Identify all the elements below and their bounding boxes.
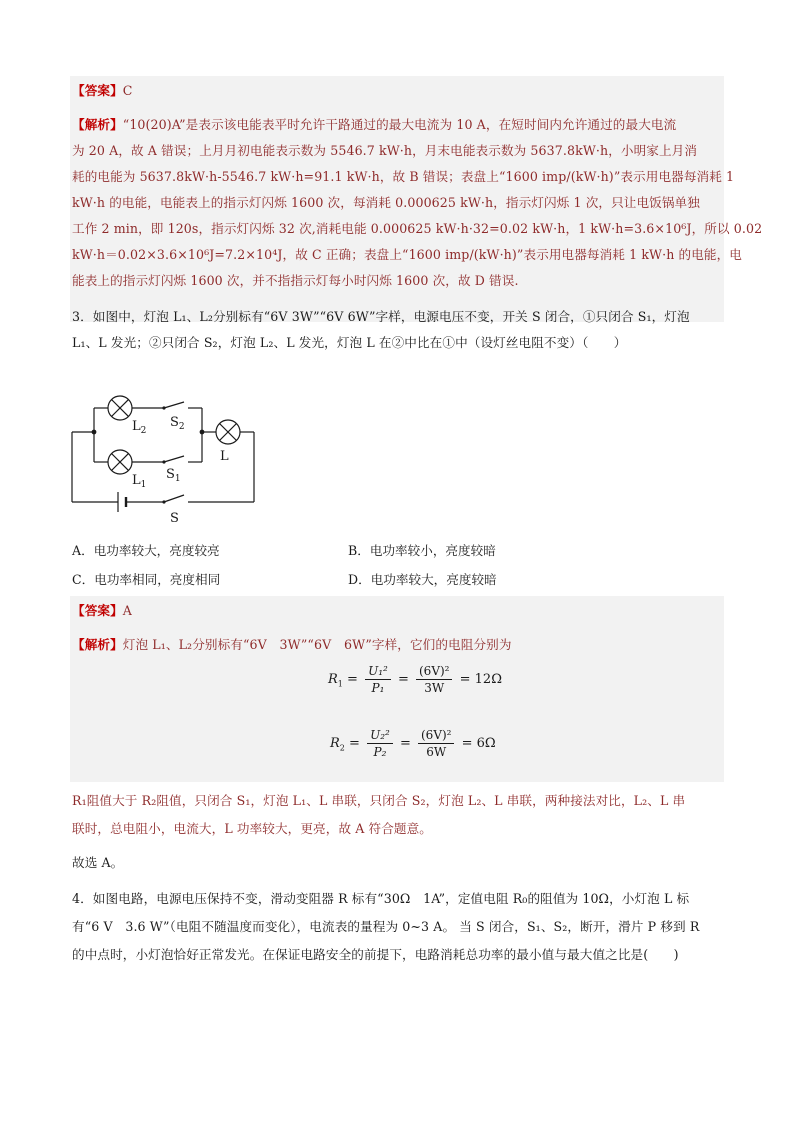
q2-analysis-line-6: kW·h＝0.02×3.6×10⁶J=7.2×10⁴J，故 C 正确；表盘上“1600 imp/(kW·h)”表示用电器每消耗 1 kW·h 的电能，电 xyxy=(72,247,742,262)
q2-analysis-line-7: 能表上的指示灯闪烁 1600 次，并不指指示灯每小时闪烁 1600 次，故 D 错误. xyxy=(72,273,519,288)
q4-stem-line-1: 4．如图电路，电源电压保持不变，滑动变阻器 R 标有“30Ω 1A”，定值电阻 R₀的阻值为 10Ω，小灯泡 L 标 xyxy=(72,891,690,906)
q3-option-b[interactable]: B．电功率较小，亮度较暗 xyxy=(348,543,496,558)
q4-stem-line-3: 的中点时，小灯泡恰好正常发光。在保证电路安全的前提下，电路消耗总功率的最小值与最大值之比是( ) xyxy=(72,947,679,962)
q3-stem-line-2: L₁、L 发光；②只闭合 S₂，灯泡 L₂、L 发光，灯泡 L 在②中比在①中（设灯丝电阻不变）（ ） xyxy=(72,335,627,350)
analysis-tag: 【解析】 xyxy=(72,117,123,132)
q3-circuit-diagram xyxy=(66,370,266,530)
q3-conclusion-line-2: 联时，总电阻小，电流大，L 功率较大，更亮，故 A 符合题意。 xyxy=(72,821,433,836)
answer-value: C xyxy=(122,83,133,98)
label-s2: $S_2$ xyxy=(170,415,185,432)
q4-stem-line-2: 有“6 V 3.6 W”（电阻不随温度而变化），电流表的量程为 0~3 A。 当 S 闭合，S₁、S₂，断开，滑片 P 移到 R xyxy=(72,919,700,934)
q3-conclusion-line-1: R₁阻值大于 R₂阻值，只闭合 S₁，灯泡 L₁、L 串联，只闭合 S₂，灯泡 L₂、L 串联，两种接法对比，L₂、L 串 xyxy=(72,793,686,808)
label-s: S xyxy=(170,511,179,526)
answer-tag: 【答案】 xyxy=(72,83,123,98)
q3-stem-line-1: 3．如图中，灯泡 L₁、L₂分别标有“6V 3W”“6V 6W”字样，电源电压不变，开关 S 闭合，①只闭合 S₁，灯泡 xyxy=(72,309,690,324)
label-l: L xyxy=(220,449,229,464)
formula-r2: $R_2$ = $\frac{\text{U₂²}}{\text{P₂}}$ = $\frac{\text{(6V)²}}{6W}$ = 6Ω xyxy=(330,728,496,759)
label-l2: $L_2$ xyxy=(132,419,147,436)
label-s1: $S_1$ xyxy=(166,467,181,484)
q2-analysis-line-2: 为 20 A，故 A 错误；上月月初电能表示数为 5546.7 kW·h，月末电能表示数为 5637.8kW·h，小明家上月消 xyxy=(72,143,698,158)
q3-option-d[interactable]: D．电功率较大，亮度较暗 xyxy=(348,572,497,587)
q2-analysis-line-5: 工作 2 min，即 120s，指示灯闪烁 32 次,消耗电能 0.000625 kW·h·32=0.02 kW·h，1 kW·h=3.6×10⁶J，所以 0.02 xyxy=(72,221,763,236)
q3-answer-line xyxy=(72,602,724,619)
analysis-tag: 【解析】 xyxy=(72,637,123,652)
q3-option-a[interactable]: A．电功率较大，亮度较亮 xyxy=(72,543,220,558)
label-l1: $L_1$ xyxy=(132,473,147,490)
formula-r1: $R_1$ = $\frac{\text{U₁²}}{\text{P₁}}$ = $\frac{\text{(6V)²}}{3W}$ = 12Ω xyxy=(328,664,502,695)
answer-tag: 【答案】 xyxy=(72,603,123,618)
q2-analysis-line-3: 耗的电能为 5637.8kW·h-5546.7 kW·h=91.1 kW·h，故 B 错误；表盘上“1600 imp/(kW·h)”表示用电器每消耗 1 xyxy=(72,169,735,184)
answer-value: A xyxy=(122,603,132,618)
q3-analysis-line: 【解析】灯泡 L₁、L₂分别标有“6V 3W”“6V 6W”字样，它们的电阻分别为 xyxy=(72,637,512,652)
q2-analysis-line-4: kW·h 的电能，电能表上的指示灯闪烁 1600 次，每消耗 0.000625 kW·h，指示灯闪烁 1 次，只让电饭锅单独 xyxy=(72,195,700,210)
q3-option-c[interactable]: C．电功率相同，亮度相同 xyxy=(72,572,221,587)
q2-analysis-line-1: 【解析】“10(20)A”是表示该电能表平时允许干路通过的最大电流为 10 A，在短时间内允许通过的最大电流 xyxy=(72,117,677,132)
q2-answer-line xyxy=(72,82,724,99)
q3-choice-line: 故选 A。 xyxy=(72,855,124,870)
